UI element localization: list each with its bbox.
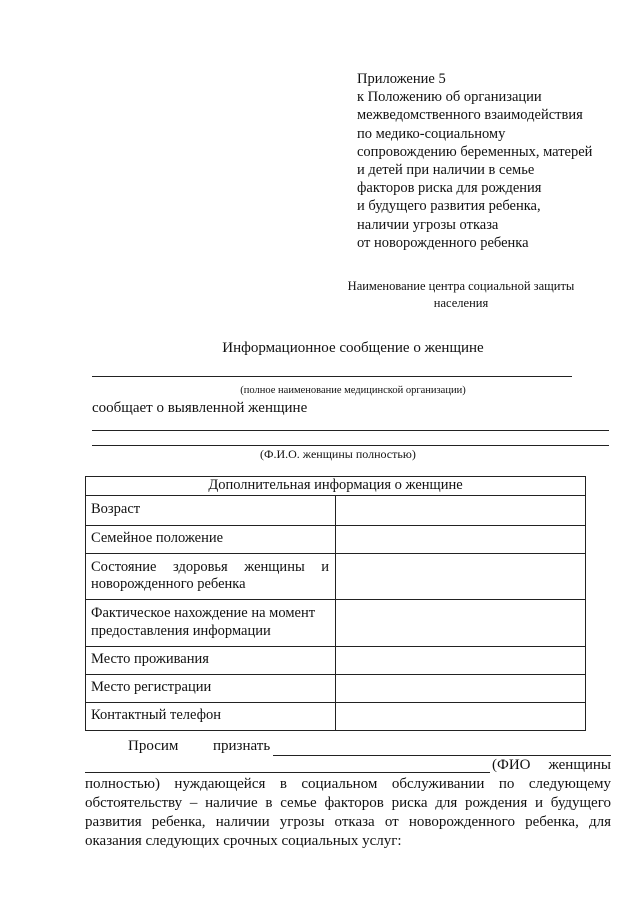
table-header: Дополнительная информация о женщине	[86, 477, 586, 496]
woman-fio-fill-line-1[interactable]	[92, 430, 609, 431]
row-value-phone[interactable]	[336, 702, 586, 730]
med-org-caption: (полное наименование медицинской организации)	[240, 385, 466, 396]
fio-woman-label: (ФИО женщины	[492, 757, 611, 773]
table-row	[86, 599, 586, 646]
row-label-residence: Место проживания	[86, 646, 336, 674]
document-title: Информационное сообщение о женщине	[222, 340, 484, 356]
priznat-word: признать	[213, 738, 271, 754]
appendix-line: факторов риска для рождения	[357, 180, 542, 197]
row-label-age: Возраст	[86, 495, 336, 525]
appendix-line: от новорожденного ребенка	[357, 234, 529, 251]
row-value-age[interactable]	[336, 495, 586, 525]
row-label-phone: Контактный телефон	[86, 702, 336, 730]
request-paragraph: полностью) нуждающейся в социальном обслуживании по следующему обстоятельству – наличие в семье факторов риска для рождения и будущего развития ребенка, наличии угрозы отказа от новорожденного ребенка, для оказания следующих срочных социальных услуг:	[85, 776, 611, 849]
table-row	[86, 646, 586, 674]
appendix-line: и детей при наличии в семье	[357, 162, 535, 179]
woman-fio-fill-line-2[interactable]	[92, 445, 609, 446]
row-label-marital-status: Семейное положение	[86, 525, 336, 553]
row-value-registration[interactable]	[336, 674, 586, 702]
appendix-heading	[357, 70, 592, 252]
row-label-registration: Место регистрации	[86, 674, 336, 702]
appendix-line: и будущего развития ребенка,	[357, 198, 541, 215]
med-org-fill-line[interactable]	[92, 376, 572, 377]
appendix-line: Приложение 5	[357, 71, 446, 87]
additional-info-table	[85, 476, 586, 731]
appendix-line: наличии угрозы отказа	[357, 216, 499, 233]
recipient-line-2: населения	[433, 296, 489, 310]
table-row	[86, 702, 586, 730]
row-label-health-state: Состояние здоровья женщины и новорожденного ребенка	[86, 553, 336, 599]
appendix-line: к Положению об организации	[357, 89, 542, 106]
appendix-line: по медико-социальному	[357, 125, 506, 142]
table-row	[86, 674, 586, 702]
appendix-line: сопровождению беременных, матерей	[357, 143, 593, 160]
row-value-residence[interactable]	[336, 646, 586, 674]
prosim-word: Просим	[128, 738, 179, 754]
request-fio-fill-line[interactable]	[273, 755, 611, 756]
recipient-center-name	[330, 278, 592, 312]
table-row	[86, 495, 586, 525]
row-value-marital-status[interactable]	[336, 525, 586, 553]
row-value-health-state[interactable]	[336, 553, 586, 599]
table-header-row	[86, 477, 586, 496]
reports-text: сообщает о выявленной женщине	[92, 400, 308, 416]
fio-caption: (Ф.И.О. женщины полностью)	[260, 447, 416, 461]
row-label-actual-location: Фактическое нахождение на момент предоставления информации	[86, 599, 336, 646]
recipient-line-1: Наименование центра социальной защиты	[347, 279, 575, 293]
appendix-line: межведомственного взаимодействия	[357, 107, 583, 124]
request-fio-fill-line-2[interactable]	[85, 772, 490, 773]
row-value-actual-location[interactable]	[336, 599, 586, 646]
table-row	[86, 525, 586, 553]
table-row	[86, 553, 586, 599]
